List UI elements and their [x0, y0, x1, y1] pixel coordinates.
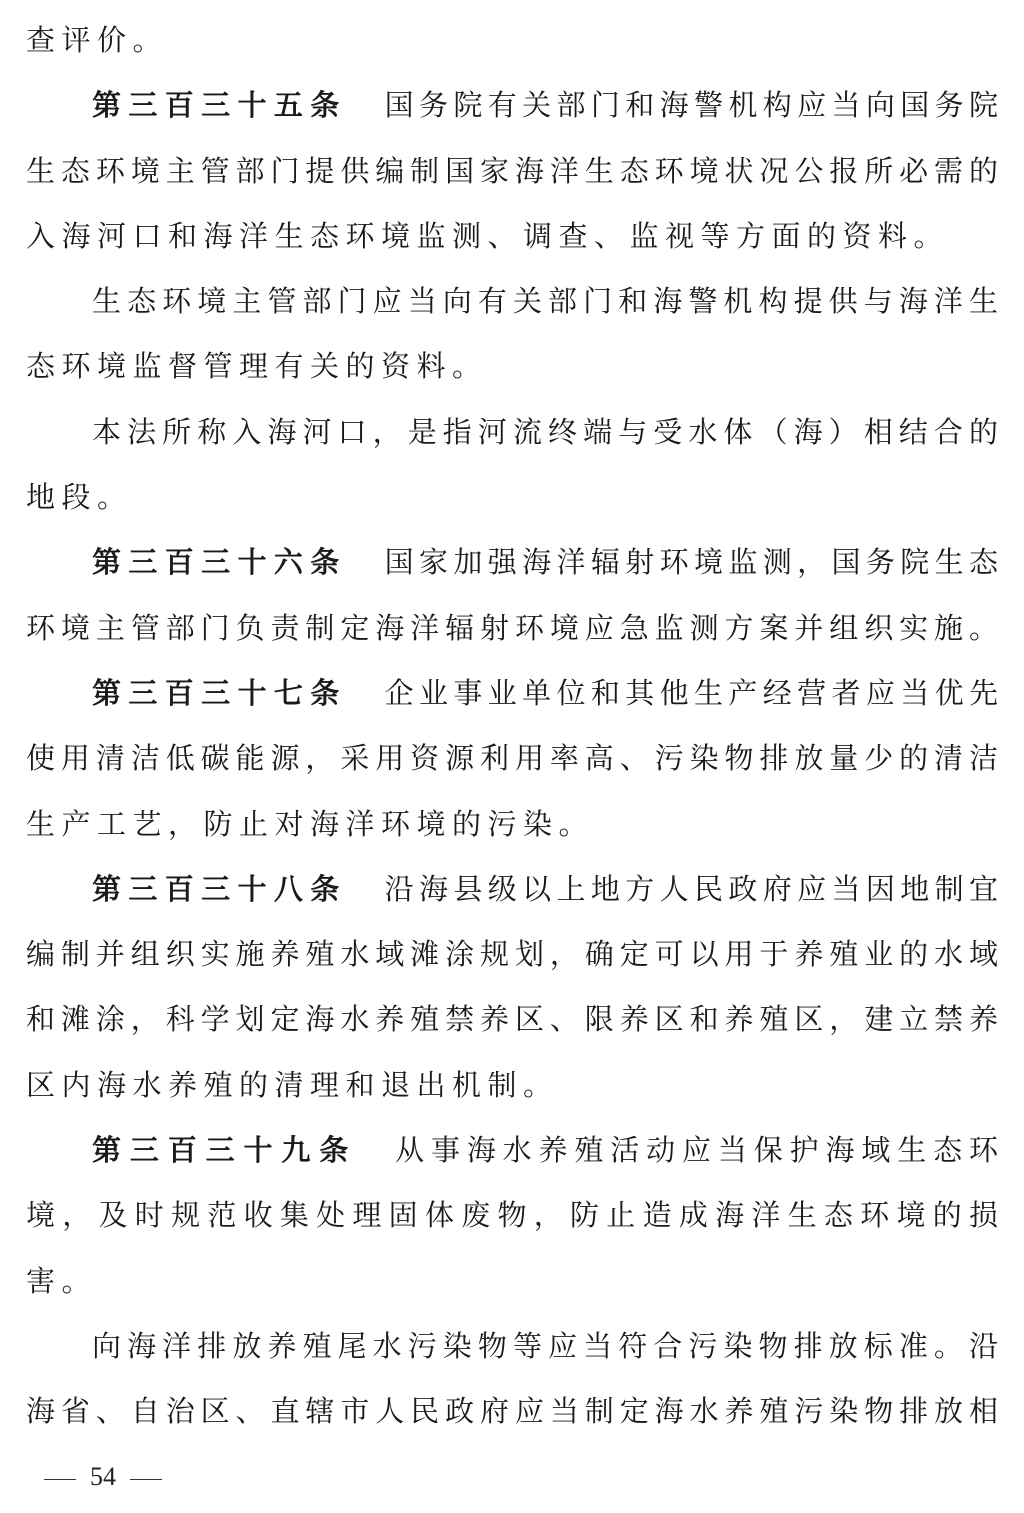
article-336-line	[26, 530, 998, 595]
text-line: 生产工艺，防止对海洋环境的污染。	[26, 806, 595, 841]
text-line: 生态环境主管部门应当向有关部门和海警机构提供与海洋生	[92, 284, 998, 319]
text-line: 生态环境主管部门提供编制国家海洋生态环境状况公报所必需的	[26, 153, 998, 188]
footer-dash-right	[130, 1479, 162, 1480]
text-line: 区内海水养殖的清理和退出机制。	[26, 1067, 559, 1102]
text-line: 害。	[26, 1263, 98, 1298]
article-number: 第三百三十五条	[92, 88, 347, 123]
article-338-line	[26, 857, 998, 922]
text-line: 使用清洁低碳能源，采用资源利用率高、污染物排放量少的清洁	[26, 741, 998, 776]
article-number: 第三百三十六条	[92, 545, 347, 580]
article-337-line	[26, 661, 998, 726]
text-line: 入海河口和海洋生态环境监测、调查、监视等方面的资料。	[26, 218, 950, 253]
text-line: 境，及时规范收集处理固体废物，防止造成海洋生态环境的损	[26, 1198, 998, 1233]
article-text: 国务院有关部门和海警机构应当向国务院	[384, 88, 998, 123]
article-text: 国家加强海洋辐射环境监测，国务院生态	[384, 545, 998, 580]
text-line: 编制并组织实施养殖水域滩涂规划，确定可以用于养殖业的水域	[26, 937, 998, 972]
article-text: 沿海县级以上地方人民政府应当因地制宜	[384, 871, 998, 906]
footer-dash-left	[44, 1479, 76, 1480]
document-page	[26, 8, 998, 1445]
article-text: 从事海水养殖活动应当保护海域生态环	[395, 1133, 998, 1168]
article-339-line	[26, 1118, 998, 1183]
page-footer	[30, 1457, 176, 1497]
text-line: 地段。	[26, 480, 133, 515]
text-line: 海省、自治区、直辖市人民政府应当制定海水养殖污染物排放相	[26, 1394, 998, 1429]
article-335-line	[26, 73, 998, 138]
text-line: 环境主管部门负责制定海洋辐射环境应急监测方案并组织实施。	[26, 610, 998, 645]
article-number: 第三百三十七条	[92, 675, 347, 710]
article-text: 企业事业单位和其他生产经营者应当优先	[384, 675, 998, 710]
text-line: 本法所称入海河口，是指河流终端与受水体（海）相结合的	[92, 414, 998, 449]
page-number: 54	[90, 1462, 116, 1491]
text-line: 态环境监督管理有关的资料。	[26, 349, 488, 384]
article-number: 第三百三十八条	[92, 871, 347, 906]
text-line: 向海洋排放养殖尾水污染物等应当符合污染物排放标准。沿	[92, 1328, 998, 1363]
article-number: 第三百三十九条	[92, 1133, 358, 1168]
text-line: 查评价。	[26, 23, 169, 57]
text-line: 和滩涂，科学划定海水养殖禁养区、限养区和养殖区，建立禁养	[26, 1002, 998, 1037]
